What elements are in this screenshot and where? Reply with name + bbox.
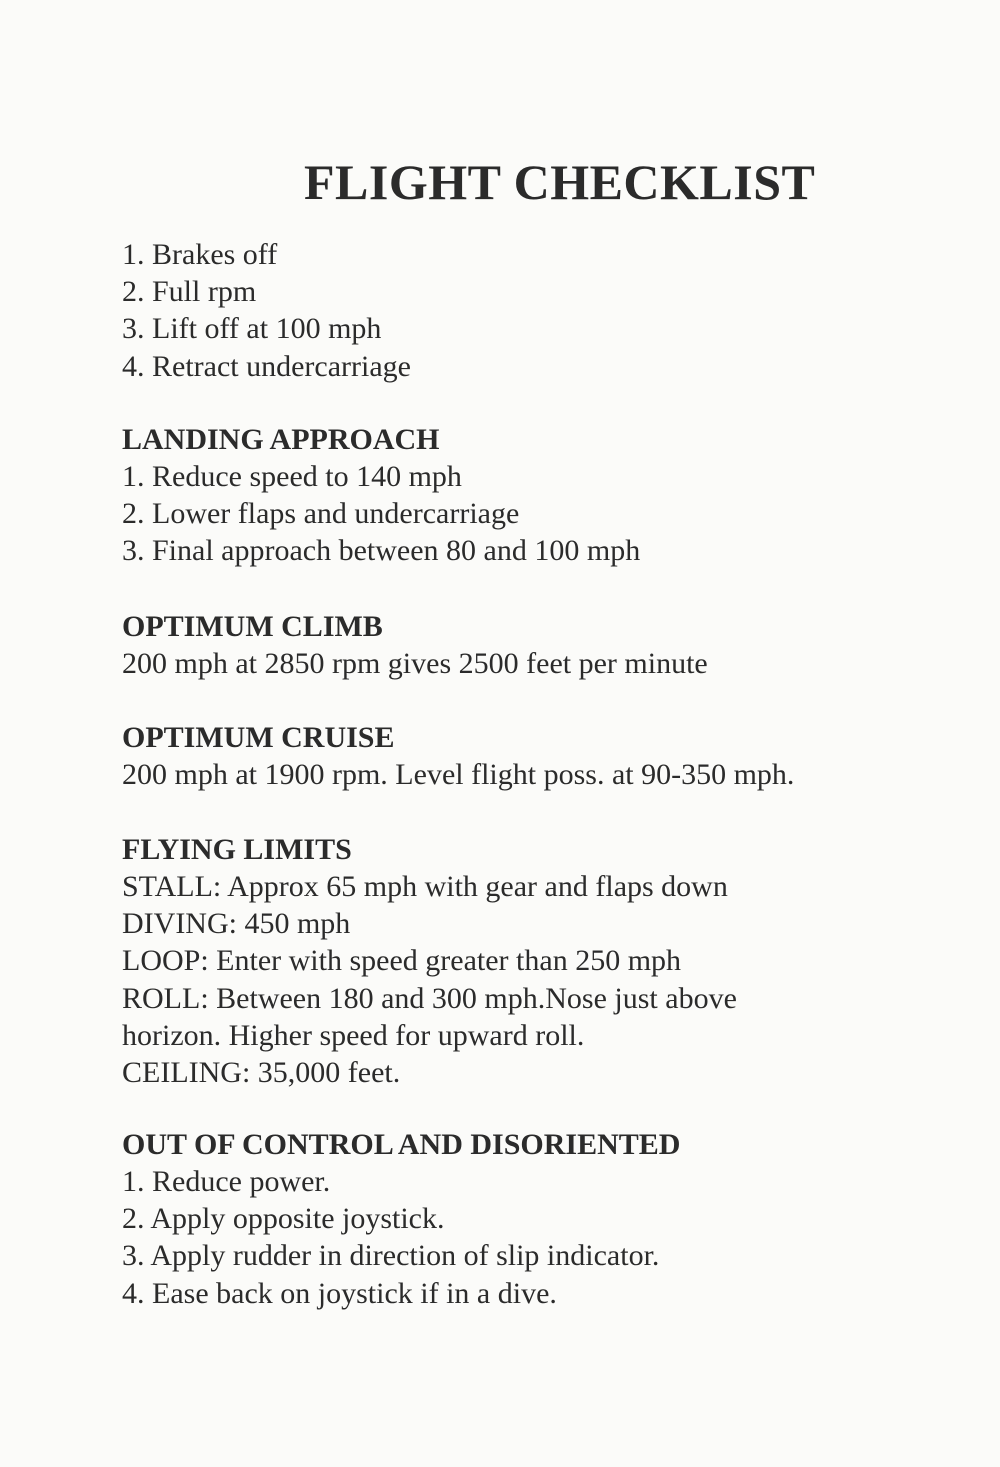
section-out-of-control — [122, 1126, 942, 1312]
landing-step-2: 2. Lower flaps and undercarriage — [122, 497, 520, 531]
takeoff-step-1: 1. Brakes off — [122, 238, 278, 271]
section-takeoff — [122, 236, 942, 385]
section-optimum-cruise — [122, 719, 942, 793]
limit-ceiling: CEILING: 35,000 feet. — [122, 1056, 401, 1090]
limit-loop: LOOP: Enter with speed greater than 250 mph — [122, 944, 682, 978]
takeoff-step-2: 2. Full rpm — [122, 275, 257, 309]
limit-roll: ROLL: Between 180 and 300 mph.Nose just above — [122, 981, 737, 1015]
limit-diving: DIVING: 450 mph — [122, 907, 351, 941]
landing-step-3: 3. Final approach between 80 and 100 mph — [122, 534, 641, 568]
optimum-cruise-heading: OPTIMUM CRUISE — [122, 721, 395, 754]
optimum-climb-heading: OPTIMUM CLIMB — [122, 610, 383, 643]
recovery-step-4: 4. Ease back on joystick if in a dive. — [122, 1276, 557, 1310]
section-optimum-climb — [122, 608, 942, 682]
section-flying-limits — [122, 831, 942, 1091]
takeoff-step-4: 4. Retract undercarriage — [122, 349, 411, 383]
flying-limits-heading: FLYING LIMITS — [122, 833, 352, 866]
limit-stall: STALL: Approx 65 mph with gear and flaps down — [122, 870, 728, 903]
out-of-control-heading: OUT OF CONTROL AND DISORIENTED — [122, 1128, 681, 1161]
section-landing-approach — [122, 421, 942, 570]
landing-step-1: 1. Reduce speed to 140 mph — [122, 460, 462, 493]
page-title: FLIGHT CHECKLIST — [304, 154, 816, 210]
limit-roll-continued: horizon. Higher speed for upward roll. — [122, 1018, 585, 1052]
recovery-step-2: 2. Apply opposite joystick. — [122, 1202, 445, 1236]
optimum-cruise-text: 200 mph at 1900 rpm. Level flight poss. at 90-350 mph. — [122, 758, 795, 791]
landing-approach-heading: LANDING APPROACH — [122, 423, 440, 456]
recovery-step-1: 1. Reduce power. — [122, 1165, 331, 1198]
recovery-step-3: 3. Apply rudder in direction of slip indicator. — [122, 1239, 660, 1273]
takeoff-step-3: 3. Lift off at 100 mph — [122, 312, 382, 346]
optimum-climb-text: 200 mph at 2850 rpm gives 2500 feet per minute — [122, 647, 708, 680]
